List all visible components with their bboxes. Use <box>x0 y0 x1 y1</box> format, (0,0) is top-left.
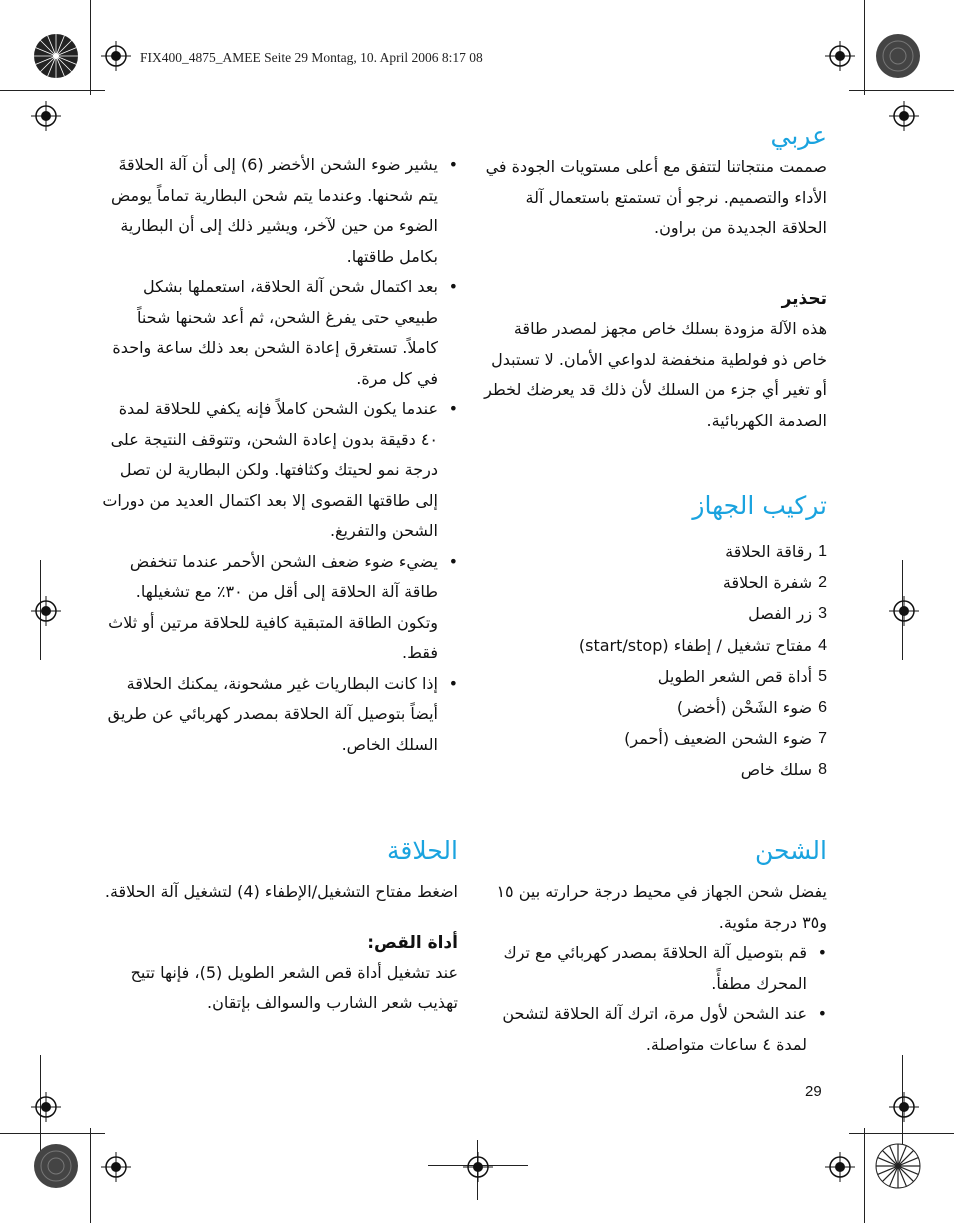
bullet-icon: • <box>817 943 827 962</box>
bullet-item <box>100 272 458 394</box>
trim-line <box>90 1128 91 1223</box>
bullet-text: بعد اكتمال شحن آلة الحلاقة، استعملها بشكل طبيعي حتى يفرغ الشحن، ثم أعد شحنها شحناً كاملاً. تستغرق إعادة الشحن بعد ذلك ساعة واحدة في كل مرة. <box>112 277 438 388</box>
bullet-icon: • <box>448 673 458 693</box>
parts-list-item <box>480 630 827 661</box>
registration-mark-icon <box>31 596 61 626</box>
part-number: 3 <box>818 605 827 623</box>
bullet-text: يشير ضوء الشحن الأخضر (6) إلى أن آلة الحلاقةَ يتم شحنها. وعندما يتم شحن البطارية تماماً يومض الضوء من حين لآخر، ويشير ذلك إلى أن البطارية بكامل طاقتها. <box>110 155 438 266</box>
bullet-icon: • <box>448 399 458 418</box>
part-label: شفرة الحلاقة <box>722 573 813 593</box>
star-target-icon <box>875 1143 921 1189</box>
warning-title: تحذير <box>781 289 827 309</box>
trimmer-title: أداة القص: <box>367 932 458 953</box>
bullet-item <box>100 547 458 669</box>
bullet-text: قم بتوصيل آلة الحلاقةَ بمصدر كهربائي مع ترك المحرك مطفأً. <box>503 943 807 993</box>
bullet-text: عند الشحن لأول مرة، اترك آلة الحلاقة لتشحن لمدة ٤ ساعات متواصلة. <box>502 1004 807 1054</box>
bullet-item <box>100 150 458 272</box>
star-target-icon <box>875 33 921 79</box>
part-label: ضوء الشحن الضعيف (أحمر) <box>624 729 813 749</box>
intro-paragraph: صممت منتجاتنا لتتفق مع أعلى مستويات الجودة في الأداء والتصميم. نرجو أن تستمتع باستعمال آلة الحلاقة الجديدة من براون. <box>485 157 827 237</box>
bullet-text: يضيء ضوء ضعف الشحن الأحمر عندما تنخفض طاقة آلة الحلاقة إلى أقل من ٣٠٪ مع تشغيلها. وتكون الطاقة المتبقية كافية للحلاقة مرتين أو ثلاث فقط. <box>108 551 438 662</box>
shaving-paragraph: اضغط مفتاح التشغيل/الإطفاء (4) لتشغيل آلة الحلاقة. <box>104 882 458 901</box>
bullet-item <box>480 999 827 1060</box>
trim-line <box>864 1128 865 1223</box>
trim-line <box>90 0 91 95</box>
section-title-arabic: عربي <box>770 121 827 150</box>
registration-mark-icon <box>101 1152 131 1182</box>
registration-mark-icon <box>889 596 919 626</box>
parts-section <box>480 490 827 786</box>
star-target-icon <box>33 1143 79 1189</box>
charging-paragraph: يفضل شحن الجهاز في محيط درجة حرارته بين ١٥ و٣٥ درجة مئوية. <box>496 882 827 932</box>
registration-mark-icon <box>31 1092 61 1122</box>
part-number: 7 <box>818 730 827 748</box>
parts-list-item <box>480 567 827 598</box>
bullet-icon: • <box>817 1004 827 1023</box>
part-number: 1 <box>818 543 827 560</box>
parts-list-item <box>480 598 827 629</box>
registration-mark-icon <box>463 1152 493 1182</box>
print-header: FIX400_4875_AMEE Seite 29 Montag, 10. April 2006 8:17 08 <box>140 50 483 65</box>
parts-list <box>480 536 827 786</box>
registration-mark-icon <box>31 101 61 131</box>
parts-list-item <box>480 754 827 785</box>
part-number: 4 <box>818 636 827 654</box>
shaving-title: الحلاقة <box>387 836 458 865</box>
part-label: زر الفصل <box>748 604 813 624</box>
bullet-item <box>100 394 458 547</box>
part-number: 8 <box>818 761 827 779</box>
trimmer-paragraph: عند تشغيل أداة قص الشعر الطويل (5)، فإنها تتيح تهذيب شعر الشارب والسوالف بإتقان. <box>130 962 458 1012</box>
charging-notes <box>100 150 458 760</box>
registration-mark-icon <box>889 1092 919 1122</box>
warning-section <box>480 284 827 436</box>
page-number: 29 <box>805 1083 822 1100</box>
part-label: مفتاح تشغيل / إطفاء (start/stop) <box>578 635 813 655</box>
bullet-item <box>100 669 458 761</box>
star-target-icon <box>33 33 79 79</box>
registration-mark-icon <box>825 41 855 71</box>
parts-list-item <box>480 661 827 692</box>
shaving-section <box>100 835 458 1019</box>
parts-list-item <box>480 723 827 754</box>
trim-line <box>864 0 865 95</box>
parts-title: تركيب الجهاز <box>692 491 827 520</box>
bullet-icon: • <box>448 277 458 296</box>
charging-title: الشحن <box>754 836 827 865</box>
bullet-item <box>480 938 827 999</box>
registration-mark-icon <box>889 101 919 131</box>
bullet-text: عندما يكون الشحن كاملاً فإنه يكفي للحلاقة لمدة ٤٠ دقيقة بدون إعادة الشحن، وتتوقف النتيجة على درجة نمو لحيتك وكثافتها. ولكن البطارية لن تصل إلى طاقتها القصوى إلا بعد اكتمال العديد من دورات الشحن والتفريغ. <box>102 399 438 540</box>
registration-mark-icon <box>101 41 131 71</box>
part-label: رقاقة الحلاقة <box>725 542 813 561</box>
intro-section <box>480 120 827 244</box>
part-label: سلك خاص <box>740 760 813 780</box>
parts-list-item <box>480 692 827 723</box>
bullet-icon: • <box>448 155 458 174</box>
bullet-icon: • <box>448 551 458 571</box>
part-label: ضوء الشَحْن (أخضر) <box>676 698 813 718</box>
parts-list-item <box>480 536 827 567</box>
part-number: 6 <box>818 699 827 717</box>
part-number: 5 <box>818 667 827 685</box>
charging-section <box>480 835 827 1060</box>
part-number: 2 <box>818 574 827 592</box>
bullet-text: إذا كانت البطاريات غير مشحونة، يمكنك الحلاقة أيضاً بتوصيل آلة الحلاقة بمصدر كهربائي عن طريق السلك الخاص. <box>107 673 438 754</box>
part-label: أداة قص الشعر الطويل <box>657 666 813 686</box>
registration-mark-icon <box>825 1152 855 1182</box>
warning-paragraph: هذه الآلة مزودة بسلك خاص مجهز لمصدر طاقة خاص ذو فولطية منخفضة لدواعي الأمان. لا تستبدل أو تغير أي جزء من السلك لأن ذلك قد يعرضك لخطر الصدمة الكهربائية. <box>484 319 827 430</box>
